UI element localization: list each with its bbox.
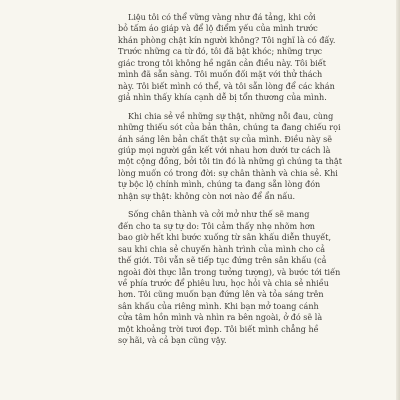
text-line: về phía trước để phiêu lưu, học hỏi và chia sẻ nhiều <box>118 278 329 288</box>
text-line: thế giới. Tôi vẫn sẽ tiếp tục đứng trên sân khấu (cả <box>118 256 327 266</box>
text-line: sân khấu của riêng mình. Khi bạn mở toang cánh <box>118 301 319 311</box>
text-line: sau khi chia sẻ chuyến hành trình của mình cho cả <box>118 244 326 254</box>
text-line: cửa tâm hồn mình và nhìn ra bên ngoài, ở đó sẽ là <box>118 313 323 323</box>
text-line: tự bộc lộ chính mình, chúng ta đang sẵn lòng đón <box>118 180 321 190</box>
paragraph-3 <box>118 209 341 346</box>
text-line: giác trong tôi không hề ngăn cản điều này. Tôi biết <box>118 58 326 68</box>
text-line: một cộng đồng, bởi tôi tin đó là những gì chúng ta thật <box>118 157 342 167</box>
text-line: này. Tôi biết mình có thể, và tôi sẵn lòng để các khán <box>118 81 335 91</box>
text-line: Liệu tôi có thể vững vàng như đá tảng, khi cởi <box>128 13 316 22</box>
text-column <box>118 12 342 347</box>
text-line: sợ hãi, và cả bạn cũng vậy. <box>118 336 227 346</box>
text-line: đến cho ta sự tự do: Tôi cảm thấy nhẹ nhõm hơn <box>118 221 315 231</box>
page-edge-shadow <box>396 0 400 400</box>
text-line: giúp mọi người gắn kết với nhau hơn dưới tư cách là <box>118 145 331 155</box>
paragraph-1 <box>118 12 336 104</box>
text-line: bao giờ hết khi bước xuống từ sân khấu diễn thuyết, <box>118 233 332 243</box>
text-line: những thiếu sót của bản thân, chúng ta đang chiếu rọi <box>118 123 341 133</box>
text-line: Trước những ca từ đó, tôi đã bật khóc; những trực <box>118 47 323 57</box>
text-line: ánh sáng lên bản chất thật sự của mình. Điều này sẽ <box>118 134 333 144</box>
paragraph-2 <box>118 111 342 203</box>
text-line: một khoảng trời tươi đẹp. Tôi biết mình chẳng hề <box>118 324 319 334</box>
text-line: Khi chia sẻ về những sự thật, những nỗi đau, cùng <box>128 111 334 121</box>
text-line: giả nhìn thấy khía cạnh dễ bị tổn thương của mình. <box>118 93 327 103</box>
text-line: mình đã sẵn sàng. Tôi muốn đối mặt với thử thách <box>118 70 323 80</box>
text-line: Sống chân thành và cởi mở như thế sẽ mang <box>128 210 310 220</box>
text-line: bỏ tấm áo giáp và để lộ điểm yếu của mình trước <box>118 24 318 34</box>
text-line: khán phòng chật kín người không? Tôi nghĩ là có đấy. <box>118 35 336 45</box>
text-line: hơn. Tôi cũng muốn bạn đứng lên và tỏa sáng trên <box>118 290 324 300</box>
text-line: lòng muốn có trong đời: sự chân thành và chia sẻ. Khi <box>118 168 338 178</box>
text-line: nhận sự thật: không còn nơi nào để ẩn nấu. <box>118 191 296 201</box>
text-line: ngoài đời thực lẫn trong tưởng tượng), và bước tới tiến <box>118 267 341 277</box>
